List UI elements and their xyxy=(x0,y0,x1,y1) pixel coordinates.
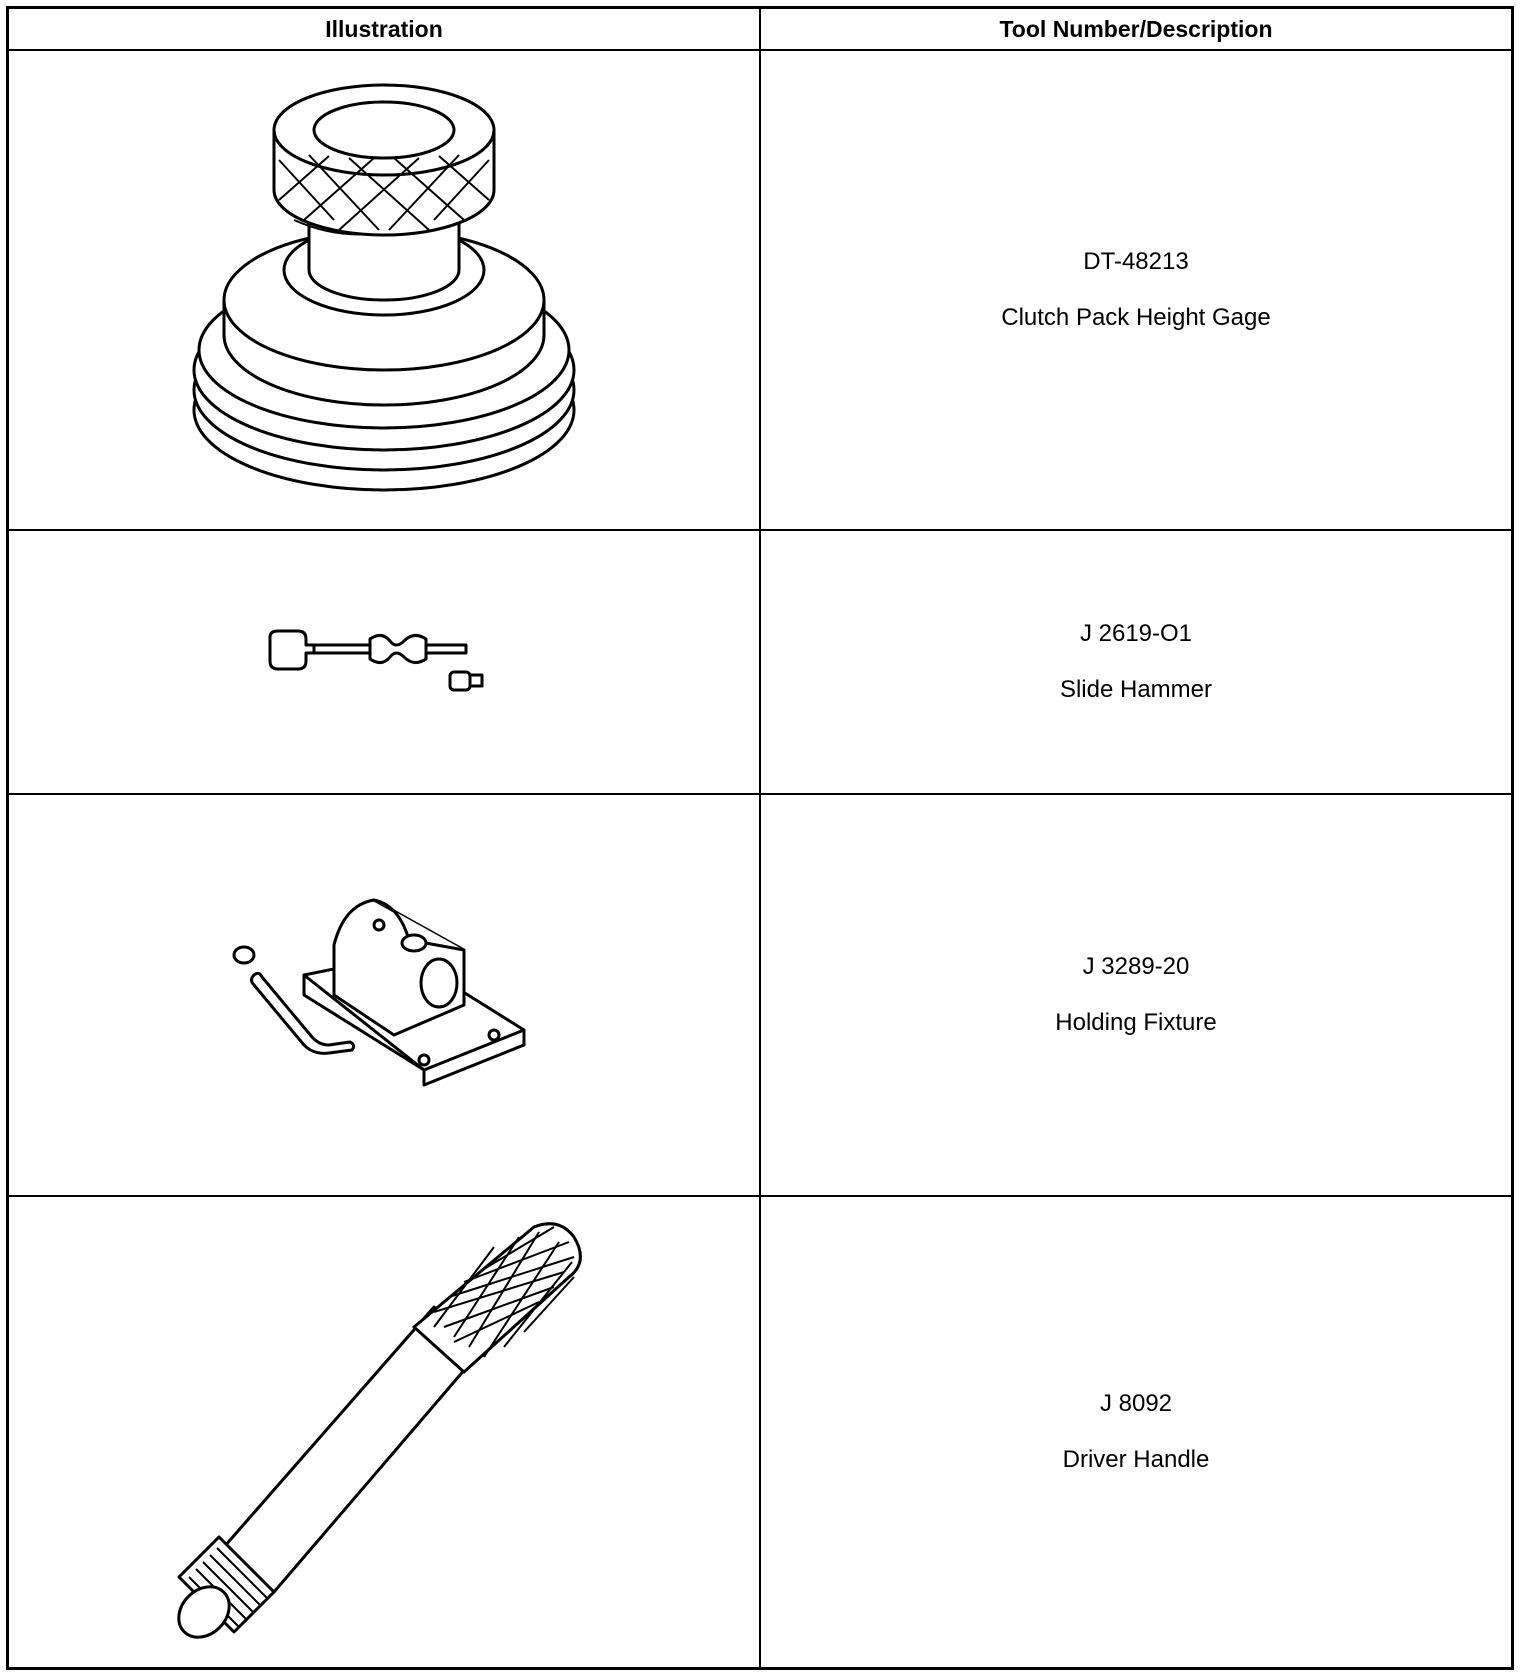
tool-number: J 3289-20 xyxy=(1082,953,1190,980)
illustration-cell xyxy=(8,50,761,530)
tool-description: Driver Handle xyxy=(1062,1446,1210,1473)
tool-description-cell xyxy=(760,1196,1513,1669)
header-row xyxy=(8,8,1513,51)
tool-number: J 8092 xyxy=(1099,1390,1173,1417)
driver-handle-icon xyxy=(164,1217,604,1647)
tool-number: DT-48213 xyxy=(1083,248,1189,275)
tool-description-cell xyxy=(760,530,1513,794)
holding-fixture-icon xyxy=(224,885,544,1105)
tool-description-cell xyxy=(760,794,1513,1196)
table-row xyxy=(8,530,1513,794)
tool-description: Slide Hammer xyxy=(1059,676,1213,703)
tool-description-cell xyxy=(760,50,1513,530)
table-row xyxy=(8,50,1513,530)
tool-number: J 2619-O1 xyxy=(1079,620,1193,647)
illustration-cell xyxy=(8,1196,761,1669)
illustration-cell xyxy=(8,794,761,1196)
clutch-pack-height-gage-icon xyxy=(184,70,584,510)
illustration-cell xyxy=(8,530,761,794)
tool-description: Holding Fixture xyxy=(1055,1009,1217,1036)
table-row xyxy=(8,794,1513,1196)
header-illustration: Illustration xyxy=(8,8,761,51)
header-tool-number-description: Tool Number/Description xyxy=(760,8,1513,51)
tool-description: Clutch Pack Height Gage xyxy=(1001,304,1271,331)
table-row xyxy=(8,1196,1513,1669)
slide-hammer-icon xyxy=(264,627,504,697)
special-tools-table xyxy=(6,6,1514,1670)
